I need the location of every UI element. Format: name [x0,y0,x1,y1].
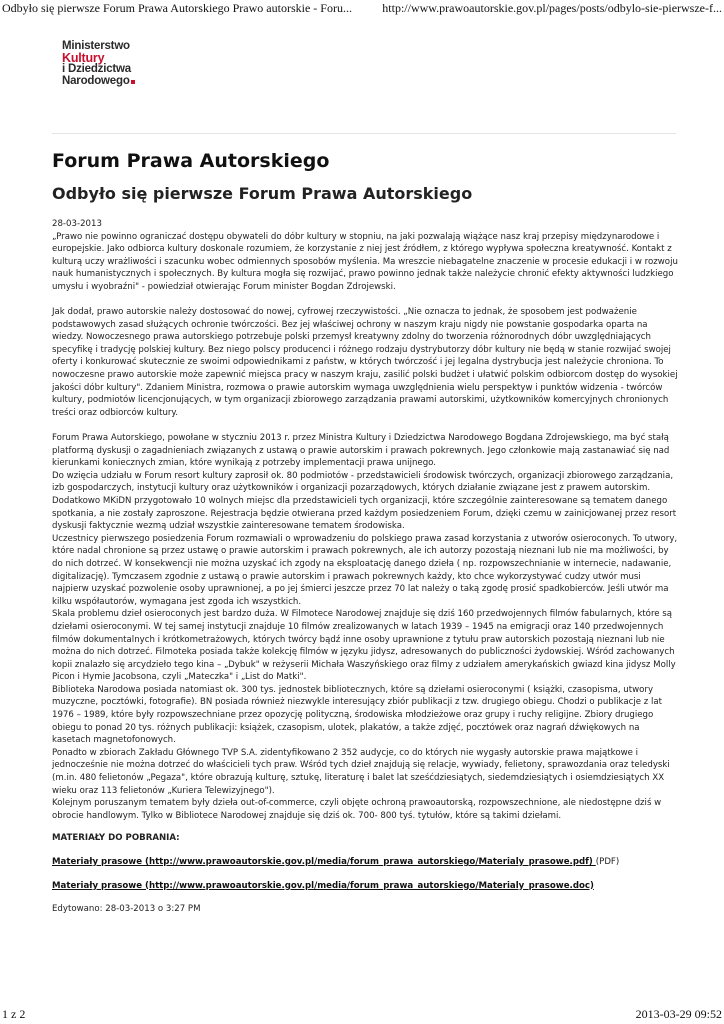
edited-timestamp: Edytowano: 28-03-2013 o 3:27 PM [52,904,201,915]
page-title: Forum Prawa Autorskiego [52,150,330,172]
header-divider [52,133,676,134]
material-item-doc [52,880,678,893]
logo-line-4: Narodowego [62,76,158,88]
print-footer-timestamp: 2013-03-29 09:52 [635,1007,722,1021]
article-subtitle: Odbyło się pierwsze Forum Prawa Autorskiego [52,184,473,203]
material-format-label: (PDF) [595,857,620,867]
material-link-pdf[interactable]: Materiały prasowe (http://www.prawoautorskie.gov.pl/media/forum_prawa_autorskiego/Materialy_prasowe.pdf) [52,857,596,867]
logo-dot [131,80,135,84]
article-paragraph: Forum Prawa Autorskiego, powołane w styczniu 2013 r. przez Ministra Kultury i Dziedzictwa Narodowego Bogdana Zdrojewskiego, ma być stałą platformą dyskusji o zagadnieniach związanych z ustawą o prawie autorskim i prawach pokrewnych. Jego członkowie mają zastanawiać się nad kierunkami koniecznych zmian, które wynikają z potrzeby implementacji prawa unijnego. [52,433,670,469]
article [52,148,678,916]
logo-line-1: Ministerstwo [62,40,130,52]
print-header-url: http://www.prawoautorskie.gov.pl/pages/posts/odbylo-sie-pierwsze-f... [382,1,722,15]
article-date: 28-03-2013 [52,219,102,229]
material-item-pdf [52,856,678,869]
article-paragraph: Jak dodał, prawo autorskie należy dostosować do nowej, cyfrowej rzeczywistości. „Nie oznacza to jednak, że sposobem jest podważenie podstawowych zasad służących ochronie twórczości. Bez jej właściwej ochrony w naszym kraju nigdy nie powstanie gospodarka oparta na wiedzy. Nowoczesnego prawa autorskiego potrzebuje polski przemysł kreatywny zdolny do tworzenia różnorodnych dóbr uwzględniających specyfikę i tradycję polskiej kultury. Bez niego polscy producenci i różnego rodzaju dystrybutorzy dóbr kultury nie będą w stanie rozwijać swojej oferty i konkurować skutecznie ze swoimi odpowiednikami z państw, w których twórczość i jej legalna dystrybucja jest należycie chroniona. To nowoczesne prawo autorskie może zapewnić miejsca pracy w naszym kraju, zasilić polski budżet i ułatwić polskim odbiorcom dostęp do wysokiej jakości dóbr kultury". Zdaniem Ministra, rozmowa o prawie autorskim wymaga uwzględnienia wielu perspektyw i punktów widzenia - twórców kultury, podmiotów licencjonujących, w tym organizacji zbiorowego zarządzania prawami autorskimi, użytkowników komercyjnych chronionych treści oraz odbiorców kultury. [52,307,678,418]
ministry-logo[interactable] [62,41,158,87]
article-paragraph: Uczestnicy pierwszego posiedzenia Forum rozmawiali o wprowadzeniu do polskiego prawa zasad korzystania z utworów osieroconych. To utwory, które nadal chronione są przez ustawę o prawie autorskim i prawach pokrewnych, ale ich autorzy pozostają nieznani lub nie ma możliwości, by do nich dotrzeć. W konsekwencji nie można uzyskać ich zgody na eksploatację danego dzieła ( np. rozpowszechnianie w internecie, nadawanie, digitalizację). Tymczasem zgodnie z ustawą o prawie autorskim i prawach pokrewnych każdy, kto chce wykorzystywać cudzy utwór musi najpierw uzyskać pozwolenie osoby uprawnionej, a po jej śmierci jeszcze przez 70 lat należy o taką zgodę prosić spadkobierców. Jeśli utwór ma kilku współautorów, wymagana jest zgoda ich wszystkich. [52,533,678,607]
article-paragraph: Kolejnym poruszanym tematem były dzieła out-of-commerce, czyli objęte ochroną prawoautorską, rozpowszechnione, ale niedostępne dziś w obrocie handlowym. Tylko w Bibliotece Narodowej znajduje się dziś ok. 700- 800 tyś. tytułów, które są takimi dziełami. [52,798,662,821]
print-header-title: Odbyło się pierwsze Forum Prawa Autorskiego Prawo autorskie - Foru... [2,1,352,15]
logo-line-2: Kultury [62,50,105,65]
article-paragraph: Biblioteka Narodowa posiada natomiast ok. 300 tys. jednostek bibliotecznych, które są dziełami osieroconymi ( książki, czasopisma, utwory muzyczne, pocztówki, fotografie). BN posiada również niezwykle interesujący zbiór publikacji z tzw. drugiego obiegu. Chodzi o publikacje z lat 1976 – 1989, które były rozpowszechniane przez opozycję polityczną, środowiska młodzieżowe oraz grupy i ruchy religijne. Zbiory drugiego obiegu to ponad 20 tys. różnych publikacji: książek, czasopism, ulotek, plakatów, a także zdjęć, pocztówek oraz nagrań dźwiękowych na kasetach magnetofonowych. [52,684,662,746]
material-link-doc[interactable]: Materiały prasowe (http://www.prawoautorskie.gov.pl/media/forum_prawa_autorskiego/Materialy_prasowe.doc) [52,880,594,891]
materials-heading: MATERIAŁY DO POBRANIA: [52,833,180,844]
article-paragraph: Ponadto w zbiorach Zakładu Głównego TVP S.A. zidentyfikowano 2 352 audycje, co do których nie wygasły autorskie prawa majątkowe i jednocześnie nie można dotrzeć do właścicieli tych praw. Wśród tych dzieł znajdują się relacje, wywiady, felietony, sprawozdania oraz teledyski (m.in. 480 felietonów „Pegaza", które obrazują kulturę, sztukę, literaturę i balet lat sześćdziesiątych, siedemdziesiątych i osiemdziesiątych XX wieku oraz 113 felietonów „Kuriera Telewizyjnego"). [52,747,670,796]
article-paragraph: Do wzięcia udziału w Forum resort kultury zaprosił ok. 80 podmiotów - przedstawicieli środowisk twórczych, organizacji zbiorowego zarządzania, izb gospodarczych, instytucji kultury oraz użytkowników i organizacji pozarządowych, których działanie związane jest z prawem autorskim. Dodatkowo MKiDN przygotowało 10 wolnych miejsc dla przedstawicieli tych organizacji, które szczególnie zainteresowane są tematem danego spotkania, a nie zostały zaproszone. Rejestracja będzie otwierana przed każdym posiedzeniem Forum, dzięki czemu w zainicjowanej przez resort dyskusji faktycznie wezmą udział wszystkie zainteresowane tematem środowiska. [52,470,677,532]
print-footer-page: 1 z 2 [2,1007,26,1021]
article-paragraph: Skala problemu dzieł osieroconych jest bardzo duża. W Filmotece Narodowej znajduje się dziś 160 przedwojennych filmów fabularnych, które są dziełami osieroconymi. W tej samej instytucji znajduje 10 filmów zrealizowanych w latach 1939 – 1945 na emigracji oraz 140 przedwojennych filmów dokumentalnych i krótkometrażowych, których twórcy bądź inne osoby uprawnione z tytułu praw autorskich pozostają nieznani lub nie można do nich dotrzeć. Filmoteka posiada także kolekcję filmów w języku jidysz, adresowanych do publiczności żydowskiej. Wśród zachowanych kopii znalazło się arcydzieło tego kina – „Dybuk" w reżyserii Michała Waszyńskiego oraz filmy z udziałem amerykańskich gwiazd kina jidysz Molly Picon i Hymie Jacobsona, czyli „Mateczka" i „List do Matki". [52,609,676,683]
logo-line-3: i Dziedzictwa [62,63,131,75]
article-paragraph: „Prawo nie powinno ograniczać dostępu obywateli do dóbr kultury w stopniu, na jaki pozwalają wiążące nasz kraj przepisy międzynarodowe i europejskie. Jako odbiorca kultury doskonale rozumiem, że korzystanie z niej jest źródłem, z którego wypływa społeczna kreatywność. Kontakt z kulturą uczy wrażliwości i szacunku wobec odmiennych sposobów myślenia. Ma wreszcie niebagatelne znaczenie w procesie edukacji i w rozwoju nauk humanistycznych i społecznych. By kultura mogła się rozwijać, prawo powinno jednak także należycie chronić efekty aktywności ludzkiego umysłu i wyobraźni" - powiedział otwierając Forum minister Bogdan Zdrojewski. [52,231,678,292]
